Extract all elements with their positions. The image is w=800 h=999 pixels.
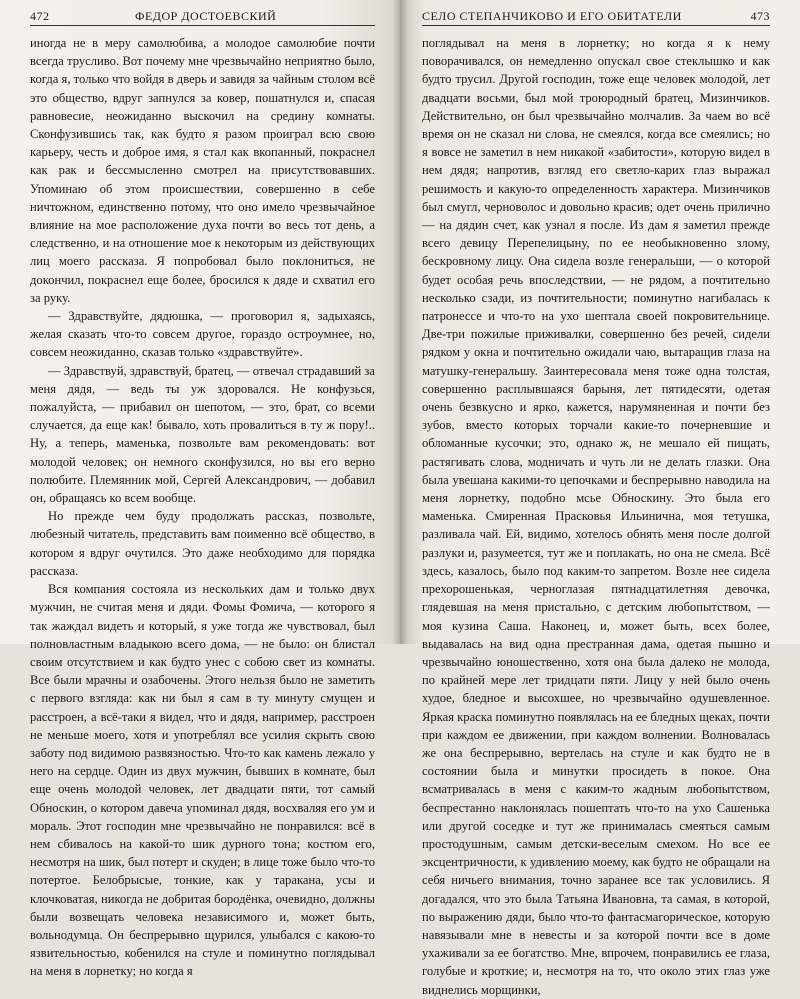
left-running-title: ФЕДОР ДОСТОЕВСКИЙ (135, 9, 277, 23)
right-page-text (422, 34, 770, 999)
paragraph: Вся компания состояла из нескольких дам и только двух мужчин, не считая меня и дяди. Фомы Фомича, — которого я так жаждал видеть и который, я уже тогда же чувствовал, был полновластным владыкою всего дома, — не было: он блистал своим отсутствием и как будто унес с собою свет из комнаты. Все были мрачны и озабочены. Этого нельзя было не заметить с первого взгляда: как ни был я сам в ту минуту смущен и расстроен, а всё-таки я видел, что и дядя, например, расстроен не меньше моего, хотя и употреблял все усилия скрыть свою заботу под видимою развязностью. Что-то как камень лежало у него на сердце. Один из двух мужчин, бывших в комнате, был еще очень молодой человек, лет двадцати пяти, тот самый Обноскин, о котором давеча упоминал дядя, восхваляя его ум и мораль. Этот господин мне чрезвычайно не понравился: всё в нем сбивалось на какой-то шик дурного тона; костюм его, несмотря на шик, был потерт и скуден; в лице тоже было что-то потертое. Белобрысые, тонкие, как у таракана, усы и клочковатая, никогда не добритая бородёнка, очевидно, должны были возвещать человека независимого и, может быть, вольнодумца. Он беспрерывно щурился, улыбался с какою-то язвительностью, кобенился на стуле и поминутно поглядывал на меня в лорнетку; но когда я (30, 582, 375, 979)
right-header-rule (422, 25, 770, 26)
left-page (0, 0, 400, 979)
right-page-number: 473 (750, 9, 770, 23)
paragraph: Но прежде чем буду продолжать рассказ, позвольте, любезный читатель, представить вам поименно всё общество, в котором я вдруг очутился. Это даже необходимо для порядка рассказа. (30, 509, 375, 578)
paragraph: иногда не в меру самолюбива, а молодое самолюбие почти всегда трусливо. Вот почему мне чрезвычайно неприятно было, когда я, только что войдя в дверь и завидя за чайным столом всё это общество, вдруг запнулся за ковер, пошатнулся и, спасая равновесие, неожиданно выскочил на средину комнаты. Сконфузившись так, как будто я разом проиграл всю свою карьеру, честь и доброе имя, я стал как вкопанный, покраснел как рак и бессмысленно смотрел на присутствовавших. Упоминаю об этом происшествии, совершенно в себе ничтожном, единственно потому, что оно имело чрезвычайное влияние на мое расположение духа почти во весь тот день, а следственно, и на отношение мое к некоторым из действующих лиц моего рассказа. Я попробовал было поклониться, не докончил, покраснел еще более, бросился к дяде и схватил его за руку. (30, 36, 375, 305)
left-page-text (30, 34, 375, 981)
right-running-title: СЕЛО СТЕПАНЧИКОВО И ЕГО ОБИТАТЕЛИ (422, 9, 682, 23)
paragraph: поглядывал на меня в лорнетку; но когда я к нему поворачивался, он немедленно опускал свое стеклышко и как будто трусил. Другой господин, тоже еще человек молодой, лет двадцати восьми, был мой троюродный братец, Мизинчиков. Действительно, он был чрезвычайно молчалив. За чаем во всё время он не сказал ни слова, не смеялся, когда все смеялись; но я вовсе не заметил в нем никакой «забитости», которую видел в нем дядя; напротив, взгляд его светло-карих глаз выражал решимость и какую-то определенность характера. Мизинчиков был смугл, черноволос и довольно красив; одет очень прилично — на дядин счет, как узнал я после. Из дам я заметил прежде всего девицу Перепелицыну, по ее необыкновенно злому, бескровному лицу. Она сидела возле генеральши, — о которой будет особая речь впоследствии, — не рядом, а почтительно несколько сзади, из почтительности; поминутно нагибалась к патронессе и что-то на ухо шептала своей покровительнице. Две-три пожилые приживалки, совершенно без речей, сидели рядком у окна и почтительно ожидали чаю, вытаращив глаза на матушку-генеральшу. Заинтересовала меня тоже одна толстая, совершенно расплывшаяся барыня, лет пятидесяти, одетая очень безвкусно и ярко, кажется, нарумяненная и почти без зубов, вместо которых торчали какие-то почерневшие и обломанные кусочки; это, однако ж, не мешало ей пищать, растягивать слова, модничать и чуть ли не делать глазки. Она была увешана какими-то цепочками и беспрерывно наводила на меня лорнетку, подобно мсье Обноскину. Это была его маменька. Смиренная Прасковья Ильинична, моя тетушка, разливала чай. Ей, видимо, хотелось обнять меня после долгой разлуки и, разумеется, тут же и поплакать, но она не смела. Всё здесь, казалось, было под каким-то запретом. Возле нее сидела прехорошенькая, черноглазая пятнадцатилетняя девочка, глядевшая на меня пристально, с детским любопытством, — моя кузина Саша. Наконец, и, может быть, всех более, выдавалась на вид одна престранная дама, одетая пышно и чрезвычайно юношественно, хотя она была далеко не молода, по крайней мере лет тридцати пяти. Лицу у ней было очень худое, бледное и высохшее, но чрезвычайно одушевленное. Яркая краска поминутно появлялась на ее бледных щеках, почти при каждом ее движении, при каждом волнении. Волновалась же она беспрерывно, вертелась на стуле и как будто не в состоянии была и минутки просидеть в покое. Она всматривалась в меня с каким-то жадным любопытством, беспрестанно наклонялась пошептать что-то на ухо Сашенька или другой соседке и тут же принималась смеяться самым простодушным, самым детски-веселым смехом. Но все ее эксцентричности, к удивлению моему, как будто не обращали на себя ничьего внимания, точно заранее все так условились. Я догадался, что это была Татьяна Ивановна, та самая, в которой, по выражению дяди, было что-то фантасмагорическое, которую навязывали мне в невесты и за которой почти все в доме ухаживали за ее богатство. Мне, впрочем, понравились ее глаза, голубые и кроткие; и, несмотря на то, что около этих глаз уже виднелись морщинки, (422, 36, 770, 997)
book-gutter (392, 0, 408, 644)
left-header-rule (30, 25, 375, 26)
right-page (400, 0, 800, 997)
paragraph: — Здравствуй, здравствуй, братец, — отвечал страдавший за меня дядя, — ведь ты уж здоровался. Не конфузься, пожалуйста, — прибавил он шепотом, — это, брат, со всеми случается, да еще как! бывало, хоть провалиться в ту ж пору!.. Ну, а теперь, маменька, позвольте вам рекомендовать: вот молодой человек; он немного сконфузился, но вы его верно полюбите. Племянник мой, Сергей Александрович, — добавил он, обращаясь ко всем вообще. (30, 363, 375, 506)
left-page-number: 472 (30, 9, 50, 23)
paragraph: — Здравствуйте, дядюшка, — проговорил я, задыхаясь, желая сказать что-то совсем другое, гораздо остроумнее, но, совсем неожиданно, сказав только «здравствуйте». (30, 309, 375, 360)
right-running-head (422, 6, 770, 26)
left-running-head (30, 6, 375, 26)
